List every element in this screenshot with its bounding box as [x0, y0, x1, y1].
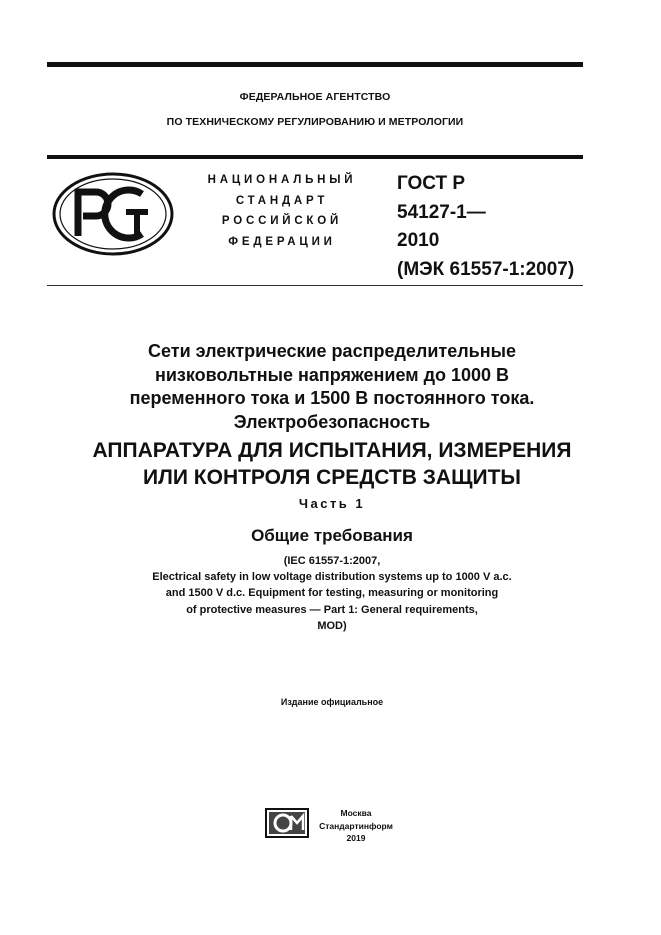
national-standard-line: СТАНДАРТ — [235, 194, 329, 207]
designation-line: 2010 — [397, 230, 440, 251]
general-title-line: низковольтные напряжением до 1000 В — [154, 364, 510, 385]
iec-line: and 1500 V d.c. Equipment for testing, measuring or monitoring — [165, 587, 499, 600]
national-standard-line: НАЦИОНАЛЬНЫЙ — [207, 174, 357, 186]
middle-rule — [47, 155, 583, 159]
publisher-city: Москва — [340, 808, 372, 818]
top-rule — [47, 62, 583, 67]
national-standard-block — [196, 170, 368, 252]
iec-line: (IEC 61557-1:2007, — [283, 555, 381, 567]
general-title-line: Сети электрические распределительные — [148, 341, 516, 361]
header-bottom-rule — [47, 285, 583, 286]
designation-line: ГОСТ Р — [397, 173, 466, 194]
iec-reference — [47, 553, 617, 634]
main-title-line: ИЛИ КОНТРОЛЯ СРЕДСТВ ЗАЩИТЫ — [143, 465, 521, 489]
iec-line: of protective measures — Part 1: General requirements, — [186, 603, 478, 616]
publisher-name: Стандартинформ — [319, 820, 393, 831]
general-title-line: переменного тока и 1500 В постоянного тока. — [129, 388, 535, 408]
national-standard-line: ФЕДЕРАЦИИ — [228, 235, 336, 248]
publisher-info — [306, 807, 406, 845]
agency-line-1: ФЕДЕРАЛЬНОЕ АГЕНТСТВО — [239, 91, 391, 103]
standartinform-logo-icon — [265, 808, 309, 838]
general-title — [47, 340, 617, 434]
standard-designation — [397, 170, 574, 284]
iec-line: Electrical safety in low voltage distribution systems up to 1000 V a.c. — [152, 571, 512, 584]
main-title — [47, 438, 617, 491]
designation-line: 54127-1— — [397, 201, 486, 223]
edition-label: Издание официальное — [280, 697, 384, 707]
publisher-year: 2019 — [346, 833, 366, 843]
national-standard-line: РОССИЙСКОЙ — [221, 215, 343, 227]
main-title-line: АППАРАТУРА ДЛЯ ИСПЫТАНИЯ, ИЗМЕРЕНИЯ — [92, 439, 572, 462]
subtitle: Общие требования — [251, 526, 413, 545]
part-number: Часть 1 — [298, 496, 366, 511]
gost-r-certification-logo-icon — [52, 172, 174, 256]
iec-line: MOD) — [317, 619, 347, 632]
agency-line-2: ПО ТЕХНИЧЕСКОМУ РЕГУЛИРОВАНИЮ И МЕТРОЛОГИИ — [166, 116, 464, 128]
general-title-line: Электробезопасность — [233, 411, 431, 432]
designation-line: (МЭК 61557-1:2007) — [397, 258, 575, 280]
